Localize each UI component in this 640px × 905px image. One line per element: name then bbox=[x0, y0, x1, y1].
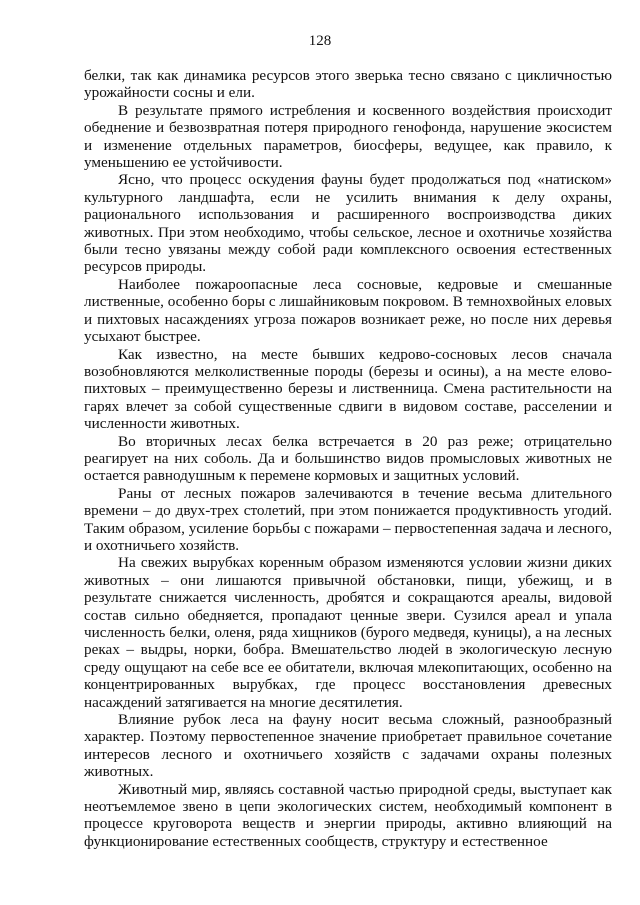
paragraph-6: Во вторичных лесах белка встречается в 20 раз реже; отрицательно реагирует на них соболь. Да и большинство видов промысловых животных не остается равнодушным к перемене кормовых и защитных условий. bbox=[84, 432, 612, 485]
paragraph-10: Животный мир, являясь составной частью природной среды, выступает как неотъемлемое звено в цепи экологических систем, необходимый компонент в процессе круговорота веществ и энергии природы, активно влияющий на функционирование естественных сообществ, структуру и естественное bbox=[84, 780, 612, 850]
page-number: 128 bbox=[308, 33, 332, 49]
paragraph-9: Влияние рубок леса на фауну носит весьма сложный, разнообразный характер. Поэтому первостепенное значение приобретает правильное сочетание интересов лесного и охотничьего хозяйств с задачами охраны полезных животных. bbox=[84, 711, 612, 781]
body-text bbox=[84, 67, 612, 850]
paragraph-2: В результате прямого истребления и косвенного воздействия происходит обеднение и безвозвратная потеря природного генофонда, нарушение экосистем и изменение отдельных параметров, биосферы, ведущее, как правило, к уменьшению ее устойчивости. bbox=[84, 101, 612, 172]
paragraph-5: Как известно, на месте бывших кедрово-сосновых лесов сначала возобновляются мелколиственные породы (березы и осины), а на месте елово-пихтовых – преимущественно березы и лиственница. Смена растительности на гарях влечет за собой существенные сдвиги в видовом составе, расселении и численности животных. bbox=[84, 345, 612, 433]
paragraph-7: Раны от лесных пожаров залечиваются в течение весьма длительного времени – до двух-трех столетий, при этом понижается продуктивность угодий. Таким образом, усиление борьбы с пожарами – первостепенная задача и лесного, и охотничьего хозяйств. bbox=[84, 484, 612, 554]
paragraph-8: На свежих вырубках коренным образом изменяются условии жизни диких животных – они лишаются привычной обстановки, пищи, убежищ, и в результате снижается численность, дробятся и сокращаются ареалы, видовой состав сильно обедняется, пропадают ценные звери. Сузился ареал и упала численность белки, оленя, ряда хищников (бурого медведя, куницы), а на лесных реках – выдры, норки, бобра. Вмешательство людей в экологическую лесную среду ощущают на себе все ее обитатели, включая млекопитающих, особенно на концентрированных вырубках, где процесс восстановления древесных насаждений затягивается на многие десятилетия. bbox=[84, 554, 612, 711]
paragraph-1: белки, так как динамика ресурсов этого зверька тесно связано с цикличностью урожайности сосны и ели. bbox=[84, 67, 612, 102]
paragraph-3: Ясно, что процесс оскудения фауны будет продолжаться под «натиском» культурного ландшафта, если не усилить внимания к делу охраны, рационального использования и расширенного воспроизводства диких животных. При этом необходимо, чтобы сельское, лесное и охотничье хозяйства были тесно увязаны между собой ради комплексного освоения естественных ресурсов природы. bbox=[84, 171, 612, 276]
paragraph-4: Наиболее пожароопасные леса сосновые, кедровые и смешанные лиственные, особенно боры с лишайниковым покровом. В темнохвойных еловых и пихтовых насаждениях угроза пожаров возникает реже, но после них деревья усыхают быстрее. bbox=[84, 275, 612, 346]
